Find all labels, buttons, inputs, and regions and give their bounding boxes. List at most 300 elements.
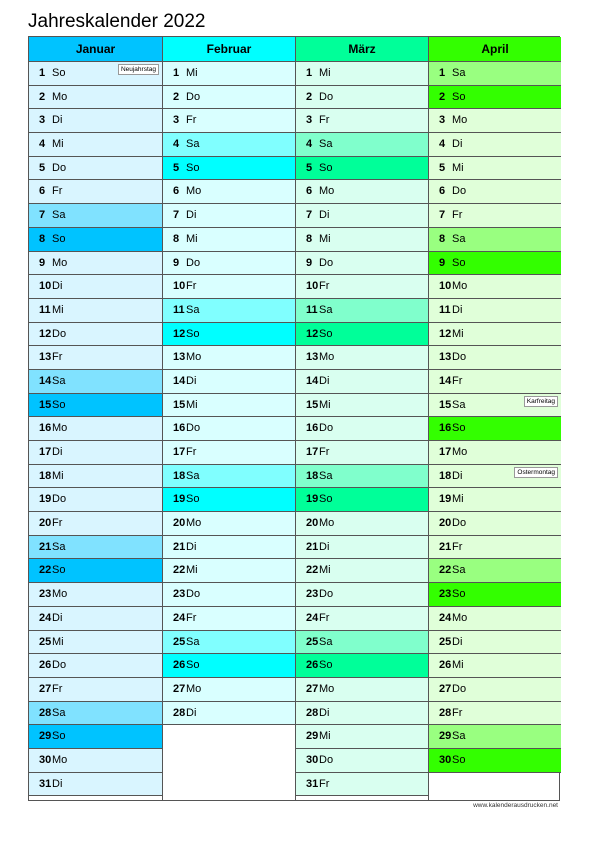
day-number: 18 [439,469,452,482]
day-number: 9 [306,256,313,269]
day-number: 24 [173,611,186,624]
weekday-label: Fr [452,706,463,719]
day-number: 24 [439,611,452,624]
day-number: 28 [173,706,186,719]
weekday-label: Mo [452,446,468,458]
weekday-label: Sa [452,67,466,79]
weekday-label: Sa [319,635,333,648]
day-number: 11 [439,303,451,316]
day-row [163,702,295,726]
weekday-label: So [52,398,66,411]
day-number: 3 [39,114,46,127]
weekday-label: Do [319,422,334,435]
day-number: 4 [173,138,180,151]
weekday-label: Mo [319,682,335,695]
weekday-label: Sa [452,232,466,245]
weekday-label: Mi [186,564,198,577]
day-number: 10 [306,280,319,293]
weekday-label: Do [452,682,467,695]
day-number: 20 [306,517,319,530]
weekday-label: Sa [319,469,333,482]
weekday-label: So [319,327,333,340]
day-number: 3 [306,114,313,127]
day-number: 21 [306,540,319,553]
day-number: 30 [39,753,52,766]
weekday-label: Fr [186,114,197,127]
day-row [163,488,295,512]
month-header: Januar [29,37,162,62]
day-row [296,109,428,133]
weekday-label: Mo [52,90,68,103]
day-number: 11 [39,303,51,316]
day-row [29,275,162,299]
month-column-februar [162,37,295,800]
day-number: 8 [173,232,180,245]
day-row [29,725,162,749]
weekday-label: Mi [452,493,464,506]
weekday-label: Mi [452,659,464,672]
day-number: 7 [306,209,313,222]
day-number: 14 [306,374,319,387]
day-number: 17 [439,446,452,458]
day-number: 16 [39,422,52,435]
day-number: 14 [39,374,52,387]
day-number: 26 [306,659,319,672]
day-row [296,631,428,655]
weekday-label: Do [319,90,334,103]
day-row [29,607,162,631]
day-number: 26 [39,659,52,672]
day-number: 9 [439,256,446,269]
day-row [296,204,428,228]
day-number: 30 [306,753,319,766]
weekday-label: Sa [52,374,66,387]
day-number: 25 [39,635,52,648]
day-row [296,275,428,299]
day-number: 27 [439,682,452,695]
day-number: 7 [439,209,446,222]
day-number: 6 [439,185,446,198]
weekday-label: Di [52,611,63,624]
day-number: 23 [439,588,452,601]
day-number: 10 [39,280,52,293]
day-number: 26 [439,659,452,672]
weekday-label: So [452,422,466,435]
day-number: 22 [439,564,452,577]
weekday-label: Di [319,706,330,719]
day-number: 6 [173,185,180,198]
holiday-label: Neujahrstag [118,64,159,75]
day-row [429,86,561,110]
day-row [429,252,561,276]
day-row [429,204,561,228]
weekday-label: Do [319,256,334,269]
day-row [429,725,561,749]
weekday-label: So [319,161,333,174]
day-number: 9 [39,256,46,269]
weekday-label: Di [452,303,463,316]
day-row [296,441,428,465]
weekday-label: Sa [452,398,466,411]
day-number: 10 [173,280,186,293]
day-row [296,583,428,607]
day-number: 10 [439,280,452,293]
day-row [29,678,162,702]
day-number: 6 [306,185,313,198]
weekday-label: Fr [52,517,63,530]
day-row [163,157,295,181]
day-number: 20 [173,517,186,530]
day-number: 19 [39,493,52,506]
weekday-label: Do [52,659,67,672]
day-row [296,773,428,797]
day-number: 1 [39,67,46,79]
day-row [296,299,428,323]
day-number: 3 [173,114,180,127]
day-row [163,133,295,157]
day-number: 18 [306,469,319,482]
day-row [29,157,162,181]
day-number: 21 [439,540,452,553]
day-row [29,62,162,86]
weekday-label: Mi [452,327,464,340]
day-number: 19 [439,493,452,506]
weekday-label: Do [319,588,334,601]
weekday-label: Sa [186,303,200,316]
day-row [429,323,561,347]
footer-url: www.kalenderausdrucken.net [473,802,558,809]
holiday-label: Ostermontag [514,467,558,478]
day-number: 22 [306,564,319,577]
day-number: 17 [173,446,186,458]
day-row [429,133,561,157]
day-number: 27 [39,682,52,695]
day-number: 28 [306,706,319,719]
day-row [296,133,428,157]
weekday-label: Mi [186,398,198,411]
weekday-label: Sa [452,730,466,743]
day-row [296,394,428,418]
day-number: 14 [439,374,452,387]
day-number: 18 [173,469,186,482]
day-number: 22 [173,564,186,577]
calendar-grid [28,36,560,801]
day-row [29,465,162,489]
day-number: 8 [39,232,46,245]
day-row [296,512,428,536]
day-number: 15 [306,398,319,411]
day-row [429,275,561,299]
day-number: 13 [39,351,52,364]
day-number: 21 [173,540,186,553]
day-number: 7 [39,209,46,222]
day-row [429,180,561,204]
day-row [429,654,561,678]
day-number: 27 [306,682,319,695]
day-number: 14 [173,374,186,387]
day-row [29,536,162,560]
day-row [296,228,428,252]
day-row [163,536,295,560]
day-row [296,536,428,560]
weekday-label: Di [319,209,330,222]
day-row [163,346,295,370]
month-header: April [429,37,561,62]
day-number: 11 [173,303,185,316]
weekday-label: Fr [319,446,330,458]
day-number: 4 [306,138,313,151]
day-number: 15 [173,398,186,411]
day-row [29,180,162,204]
day-row [29,773,162,797]
day-row [296,559,428,583]
day-row [429,109,561,133]
day-number: 5 [439,161,446,174]
day-row [163,86,295,110]
weekday-label: Mo [186,682,202,695]
weekday-label: Do [186,256,201,269]
day-number: 16 [439,422,452,435]
day-number: 29 [439,730,452,743]
day-number: 5 [306,161,313,174]
weekday-label: Di [319,540,330,553]
day-number: 27 [173,682,186,695]
day-row [29,417,162,441]
day-number: 18 [39,469,52,482]
day-row [296,323,428,347]
weekday-label: Mi [452,161,464,174]
weekday-label: So [52,232,66,245]
weekday-label: Mo [186,517,202,530]
day-row [29,488,162,512]
weekday-label: Do [186,90,201,103]
weekday-label: Fr [186,611,197,624]
weekday-label: So [52,67,66,79]
day-row [29,702,162,726]
weekday-label: So [186,161,200,174]
weekday-label: Do [52,161,67,174]
day-row [429,607,561,631]
day-row [429,702,561,726]
day-row [429,370,561,394]
day-row [296,62,428,86]
weekday-label: Di [186,374,197,387]
weekday-label: Fr [52,682,63,695]
day-row [296,346,428,370]
weekday-label: Di [52,446,63,458]
day-row [163,204,295,228]
day-number: 15 [39,398,52,411]
day-number: 12 [39,327,52,340]
day-number: 22 [39,564,52,577]
day-row [29,512,162,536]
day-row [429,536,561,560]
day-row [163,370,295,394]
day-number: 17 [306,446,319,458]
day-row [429,678,561,702]
day-row [163,228,295,252]
weekday-label: Di [186,209,197,222]
weekday-label: Sa [186,635,200,648]
day-number: 5 [39,161,46,174]
day-number: 29 [306,730,319,743]
day-number: 1 [306,67,313,79]
weekday-label: Mo [52,422,68,435]
month-column-januar [29,37,162,800]
page-title: Jahreskalender 2022 [28,11,206,32]
weekday-label: So [452,753,466,766]
day-number: 25 [306,635,319,648]
weekday-label: Mo [319,351,335,364]
day-number: 2 [173,90,180,103]
day-row [29,109,162,133]
weekday-label: Fr [186,280,197,293]
weekday-label: Sa [186,138,200,151]
day-row [163,512,295,536]
day-row [296,465,428,489]
day-number: 1 [173,67,180,79]
weekday-label: Mo [52,588,68,601]
day-row [163,441,295,465]
day-number: 31 [39,777,52,790]
day-number: 23 [39,588,52,601]
day-number: 9 [173,256,180,269]
weekday-label: Mo [186,351,202,364]
weekday-label: Do [452,517,467,530]
day-row [163,583,295,607]
weekday-label: Mi [319,398,331,411]
day-row [296,678,428,702]
weekday-label: Mi [319,67,331,79]
weekday-label: Di [452,635,463,648]
day-number: 24 [39,611,52,624]
day-number: 30 [439,753,452,766]
day-row [296,180,428,204]
weekday-label: Do [52,327,67,340]
day-row [429,394,561,418]
day-row [163,654,295,678]
weekday-label: Di [52,777,63,790]
weekday-label: Di [452,469,463,482]
day-row [29,559,162,583]
day-number: 23 [173,588,186,601]
weekday-label: Mi [319,564,331,577]
day-row [29,346,162,370]
day-row [296,86,428,110]
day-row [296,157,428,181]
day-row [29,441,162,465]
day-number: 20 [439,517,452,530]
weekday-label: Di [52,280,63,293]
day-row [163,417,295,441]
weekday-label: Mo [186,185,202,198]
weekday-label: So [52,564,66,577]
weekday-label: Sa [52,706,66,719]
day-number: 2 [306,90,313,103]
weekday-label: Fr [452,374,463,387]
day-row [29,654,162,678]
holiday-label: Karfreitag [524,396,558,407]
day-number: 4 [39,138,46,151]
weekday-label: Fr [319,280,330,293]
day-row [29,86,162,110]
day-row [429,157,561,181]
weekday-label: Fr [319,114,330,127]
day-row [296,702,428,726]
weekday-label: Do [186,588,201,601]
day-row [429,62,561,86]
day-number: 13 [306,351,319,364]
weekday-label: So [186,659,200,672]
day-number: 15 [439,398,452,411]
weekday-label: Di [319,374,330,387]
weekday-label: Mi [52,635,64,648]
day-number: 24 [306,611,319,624]
day-row [29,631,162,655]
day-number: 25 [439,635,452,648]
weekday-label: Sa [452,564,466,577]
weekday-label: Fr [452,540,463,553]
day-row [29,299,162,323]
day-row [296,607,428,631]
day-row [429,417,561,441]
day-row [296,488,428,512]
day-row [29,370,162,394]
month-header: Februar [163,37,295,62]
weekday-label: Di [452,138,463,151]
day-number: 7 [173,209,180,222]
day-number: 23 [306,588,319,601]
day-row [429,583,561,607]
weekday-label: Sa [319,138,333,151]
month-header: März [296,37,428,62]
day-number: 12 [439,327,452,340]
weekday-label: So [186,327,200,340]
weekday-label: Mo [452,280,468,293]
day-number: 8 [439,232,446,245]
day-row [163,252,295,276]
weekday-label: Do [452,351,467,364]
weekday-label: Fr [319,611,330,624]
weekday-label: Mi [319,730,331,743]
weekday-label: So [319,659,333,672]
day-number: 11 [306,303,318,316]
day-number: 26 [173,659,186,672]
weekday-label: Do [452,185,467,198]
day-row [429,346,561,370]
day-row [29,228,162,252]
day-number: 25 [173,635,186,648]
day-row [163,394,295,418]
day-number: 16 [306,422,319,435]
weekday-label: Fr [52,351,63,364]
weekday-label: Fr [452,209,463,222]
day-row [163,62,295,86]
weekday-label: Do [186,422,201,435]
weekday-label: Fr [52,185,63,198]
day-row [429,631,561,655]
day-row [296,654,428,678]
day-row [163,631,295,655]
weekday-label: Sa [319,303,333,316]
day-number: 4 [439,138,446,151]
day-row [429,512,561,536]
day-row [296,749,428,773]
weekday-label: Mo [452,611,468,624]
day-row [296,252,428,276]
day-row [163,607,295,631]
weekday-label: Sa [52,540,66,553]
